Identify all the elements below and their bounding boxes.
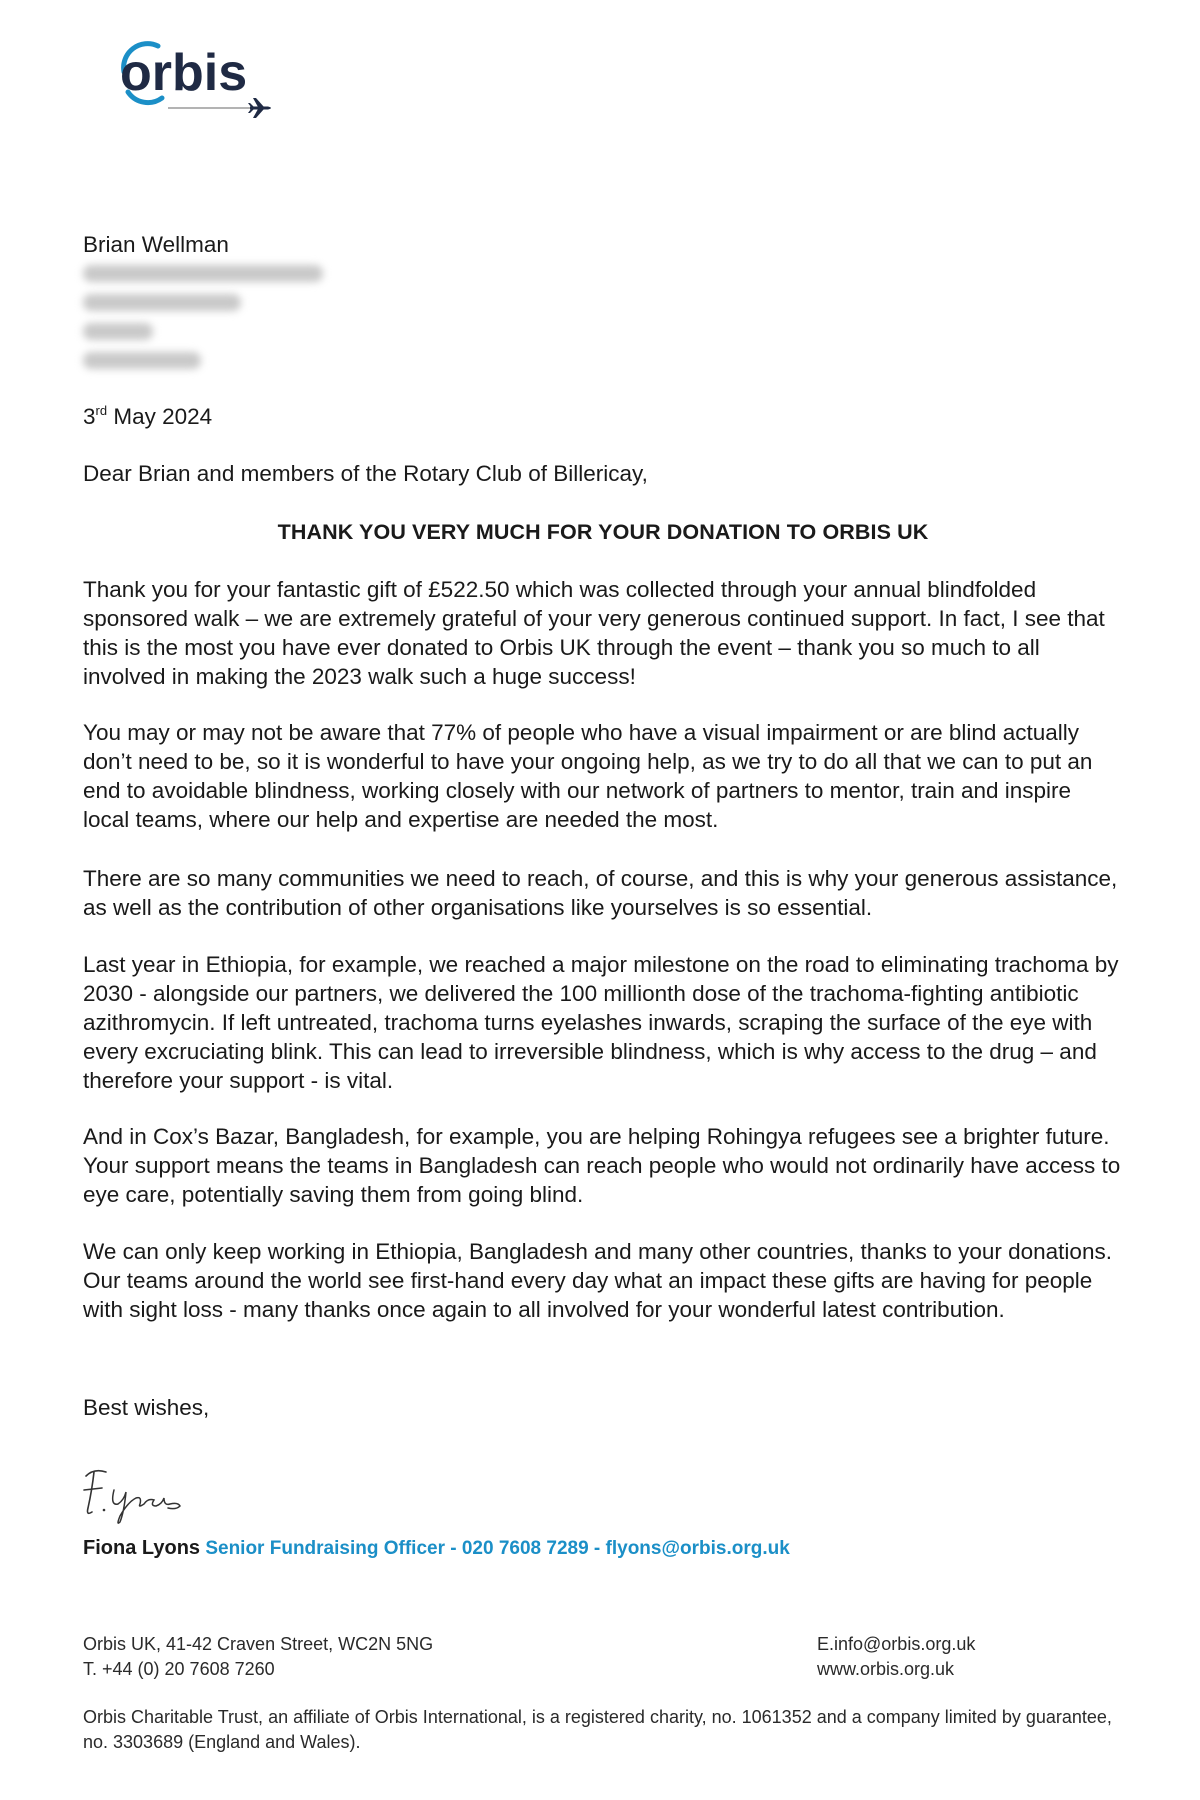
footer-phone: T. +44 (0) 20 7608 7260 <box>83 1659 275 1679</box>
salutation: Dear Brian and members of the Rotary Club of Billericay, <box>83 461 648 486</box>
body-paragraph: You may or may not be aware that 77% of people who have a visual impairment or are blind actually don’t need to be, so it is wonderful to have your ongoing help, as we try to do all that we can to put an end to avoidable blindness, working closely with our network of partners to mentor, train and inspire local teams, where our help and expertise are needed the most. <box>83 720 1093 832</box>
signer-name: Fiona Lyons <box>83 1537 201 1559</box>
body-paragraph: Thank you for your fantastic gift of £522.50 which was collected through your annual blindfolded sponsored walk – we are extremely grateful of your very generous continued support. In fact, I see that this is the most you have ever donated to Orbis UK through the event – thank you so much to all involved in making the 2023 walk such a huge success! <box>83 577 1105 689</box>
redacted-address-line <box>83 352 201 369</box>
date-rest: May 2024 <box>107 404 213 429</box>
footer-address: Orbis UK, 41-42 Craven Street, WC2N 5NG <box>83 1634 434 1654</box>
footer-legal: Orbis Charitable Trust, an affiliate of Orbis International, is a registered charity, no. 1061352 and a company limited by guarantee, no. 3303689 (England and Wales). <box>83 1707 1112 1752</box>
body-paragraph: And in Cox’s Bazar, Bangladesh, for example, you are helping Rohingya refugees see a brighter future. Your support means the teams in Bangladesh can reach people who would not ordinarily have access to eye care, potentially saving them from going blind. <box>83 1124 1121 1207</box>
footer-website[interactable]: www.orbis.org.uk <box>817 1659 955 1679</box>
redacted-address-line <box>83 323 153 340</box>
redacted-address-line <box>83 294 241 311</box>
orbis-logo <box>118 28 288 128</box>
body-paragraph: We can only keep working in Ethiopia, Bangladesh and many other countries, thanks to your donations. Our teams around the world see first-hand every day what an impact these gifts are having for people with sight loss - many thanks once again to all involved for your wonderful latest contribution. <box>83 1239 1112 1322</box>
recipient-block <box>83 230 1123 381</box>
signature-graphic <box>80 1460 220 1530</box>
body-paragraph: There are so many communities we need to reach, of course, and this is why your generous assistance, as well as the contribution of other organisations like yourselves is so essential. <box>83 866 1118 920</box>
logo-wordmark: orbis <box>120 44 248 102</box>
date-suffix: rd <box>95 403 108 418</box>
recipient-name: Brian Wellman <box>83 232 229 257</box>
signer-details: Senior Fundraising Officer - 020 7608 7289 - flyons@orbis.org.uk <box>200 1538 790 1559</box>
redacted-address-line <box>83 265 323 282</box>
body-paragraph: Last year in Ethiopia, for example, we reached a major milestone on the road to eliminating trachoma by 2030 - alongside our partners, we delivered the 100 millionth dose of the trachoma-fighting antibiotic azithromycin. If left untreated, trachoma turns eyelashes inwards, scraping the surface of the eye with every excruciating blink. This can lead to irreversible blindness, which is why access to the drug – and therefore your support - is vital. <box>83 952 1119 1093</box>
handwritten-signature <box>80 1460 220 1530</box>
orbis-logo-graphic <box>118 28 288 128</box>
date-day: 3 <box>83 404 96 429</box>
signer-line <box>83 1534 1143 1563</box>
closing: Best wishes, <box>83 1395 210 1420</box>
footer-email[interactable]: E.info@orbis.org.uk <box>817 1634 976 1654</box>
airplane-icon <box>248 98 271 118</box>
letter-date <box>83 402 1123 431</box>
footer-contact-right <box>817 1632 975 1682</box>
letter-heading: THANK YOU VERY MUCH FOR YOUR DONATION TO ORBIS UK <box>277 520 929 544</box>
footer-contact-left <box>83 1632 433 1682</box>
